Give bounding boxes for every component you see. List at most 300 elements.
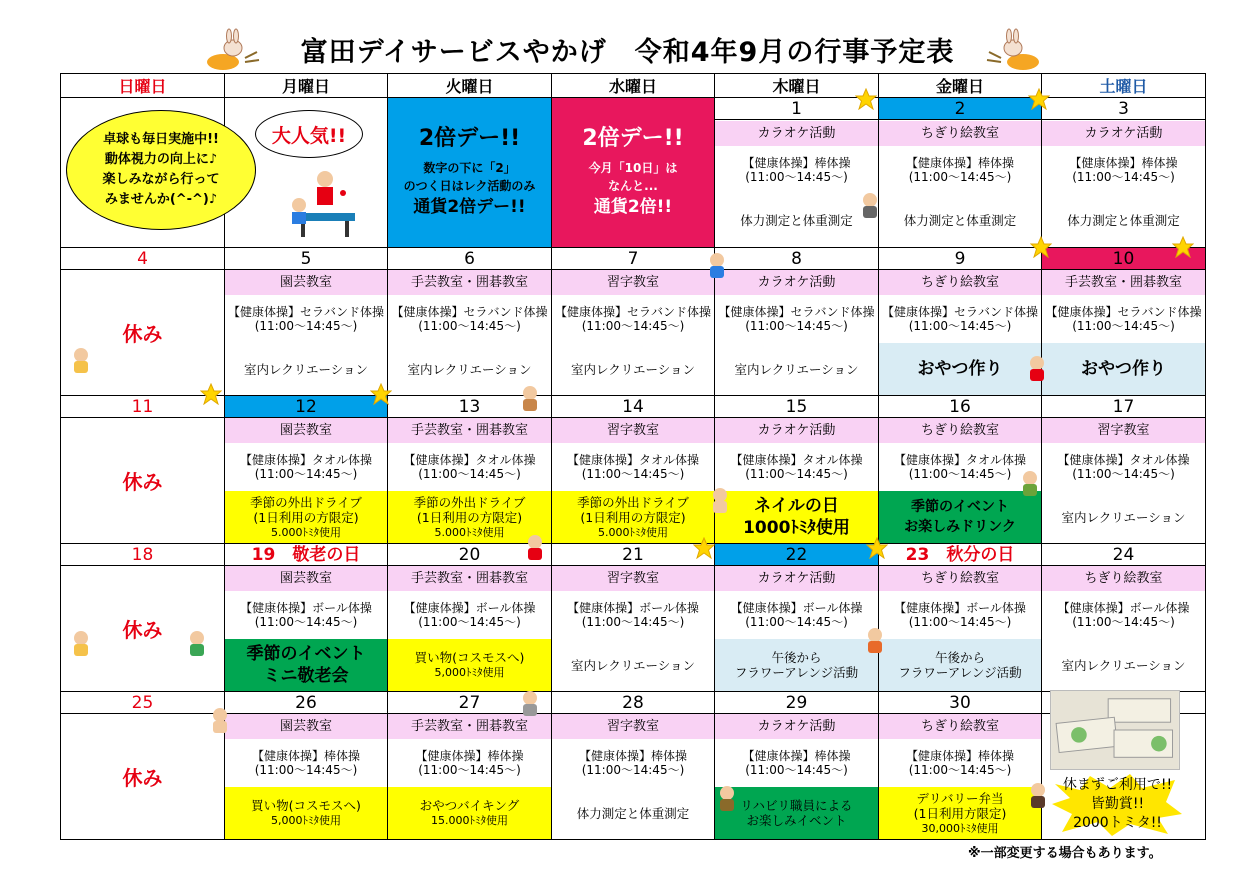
event-line: 室内レクリエーション — [1061, 657, 1186, 673]
bubble-line: 卓球も毎日実施中!! — [103, 132, 219, 147]
promo-head: 2倍デー!! — [418, 125, 521, 151]
exercise-name: 【健康体操】棒体操 — [742, 749, 851, 763]
activity-label: 園芸教室 — [225, 566, 387, 591]
activity-label: 習字教室 — [552, 566, 714, 591]
exercise-name: 【健康体操】セラバンド体操 — [227, 305, 384, 319]
day-schedule — [715, 566, 878, 691]
event-line: 季節の外出ドライブ — [413, 494, 526, 510]
exercise-time: (11:00～14:45～) — [254, 615, 358, 629]
event-line: 室内レクリエーション — [1061, 509, 1186, 525]
star-icon — [693, 537, 715, 559]
day-cell — [552, 98, 715, 248]
car-icon — [520, 532, 550, 562]
exercise-time: (11:00～14:45～) — [908, 319, 1012, 333]
weekday-thursday: 木曜日 — [715, 74, 879, 98]
day-schedule — [225, 714, 387, 839]
exercise-name: 【健康体操】タオル体操 — [239, 453, 372, 467]
star-icon — [200, 383, 222, 405]
exercise-block — [1042, 443, 1205, 491]
day-schedule — [388, 418, 551, 543]
event-block — [552, 491, 714, 543]
event-line: 体力測定と体重測定 — [903, 212, 1017, 228]
date-number: 7 — [552, 248, 715, 270]
event-line: 午後から — [934, 650, 985, 665]
date-number: 21 — [552, 544, 715, 566]
date-number: 23 秋分の日 — [879, 544, 1042, 566]
event-line: (1日利用方限定) — [913, 805, 1007, 821]
date-number: 14 — [552, 396, 715, 418]
activity-label: 園芸教室 — [225, 714, 387, 739]
event-block — [879, 194, 1041, 246]
date-number: 20 — [388, 544, 552, 566]
exercise-name: 【健康体操】棒体操 — [415, 749, 524, 763]
day-cell — [715, 714, 879, 840]
activity-label: 習字教室 — [552, 270, 714, 295]
day-schedule — [879, 270, 1041, 395]
event-line: 5.000ﾄﾐﾀ使用 — [434, 525, 505, 539]
event-block — [1042, 491, 1205, 543]
exercise-time: (11:00～14:45～) — [418, 319, 521, 333]
event-line: フラワーアレンジ活動 — [898, 665, 1022, 680]
day-cell — [388, 418, 552, 544]
exercise-name: 【健康体操】タオル体操 — [1057, 453, 1190, 467]
event-line: 季節の外出ドライブ — [250, 494, 362, 510]
day-schedule — [1042, 418, 1205, 543]
date-number: 13 — [388, 396, 552, 418]
event-line: (1日利用の方限定) — [253, 509, 359, 525]
day-schedule — [552, 714, 714, 839]
exercise-name: 【健康体操】棒体操 — [905, 749, 1014, 763]
exercise-name: 【健康体操】セラバンド体操 — [391, 305, 548, 319]
event-line: おやつ作り — [1081, 359, 1166, 379]
exercise-time: (11:00～14:45～) — [581, 763, 685, 777]
date-number: 28 — [552, 692, 715, 714]
event-block — [225, 343, 387, 395]
promo-line: 通貨2倍デー!! — [413, 196, 526, 217]
event-line: 体力測定と体重測定 — [740, 212, 853, 228]
exercise-time: (11:00～14:45～) — [908, 763, 1012, 777]
event-line: (1日利用の方限定) — [416, 509, 523, 525]
date-number: 9 — [879, 248, 1042, 270]
weekday-monday: 月曜日 — [225, 74, 388, 98]
day-cell — [225, 566, 388, 692]
exercise-block — [715, 146, 878, 194]
activity-label: 手芸教室・囲碁教室 — [388, 418, 551, 443]
exercise-time: (11:00～14:45～) — [581, 615, 685, 629]
date-number: 1 — [715, 98, 879, 120]
event-line: お楽しみドリンク — [904, 519, 1016, 535]
exercise-name: 【健康体操】棒体操 — [742, 156, 851, 171]
date-number: 18 — [61, 544, 225, 566]
exercise-block — [225, 591, 387, 639]
page-title: 富田デイサービスやかげ 令和4年9月の行事予定表 — [300, 37, 955, 68]
exercise-name: 【健康体操】タオル体操 — [730, 453, 863, 467]
exercise-name: 【健康体操】セラバンド体操 — [881, 305, 1038, 319]
event-line: ミニ敬老会 — [263, 666, 349, 686]
popular-badge: 大人気!! — [255, 110, 363, 158]
event-block — [552, 343, 714, 395]
date-number: 11 — [61, 396, 225, 418]
exercise-name: 【健康体操】棒体操 — [905, 156, 1014, 171]
activity-label: カラオケ活動 — [715, 270, 878, 295]
activity-label: 手芸教室・囲碁教室 — [388, 270, 551, 295]
event-line: 室内レクリエーション — [407, 361, 532, 377]
day-schedule — [879, 121, 1041, 246]
day-schedule — [225, 270, 387, 395]
day-schedule — [715, 418, 878, 543]
date-number: 30 — [879, 692, 1042, 714]
exercise-block — [879, 295, 1041, 343]
day-schedule — [1042, 121, 1205, 246]
event-line: 1000ﾄﾐﾀ使用 — [743, 518, 850, 538]
event-block — [879, 639, 1041, 691]
activity-label: ちぎり絵教室 — [879, 121, 1041, 146]
activity-label: 習字教室 — [552, 714, 714, 739]
event-line: 体力測定と体重測定 — [576, 805, 690, 821]
exercise-time: (11:00～14:45～) — [908, 467, 1012, 481]
exercise-block — [225, 739, 387, 787]
star-icon — [370, 383, 392, 405]
exercise-time: (11:00～14:45～) — [908, 615, 1012, 629]
event-block — [1042, 639, 1205, 691]
event-block — [715, 639, 878, 691]
exercise-block — [715, 295, 878, 343]
activity-label: カラオケ活動 — [715, 566, 878, 591]
event-block — [388, 787, 551, 839]
weekday-friday: 金曜日 — [879, 74, 1042, 98]
exercise-name: 【健康体操】棒体操 — [251, 749, 360, 763]
activity-label: ちぎり絵教室 — [879, 566, 1041, 591]
day-cell — [1042, 270, 1206, 396]
event-line: 室内レクリエーション — [734, 361, 859, 377]
day-cell — [61, 270, 225, 396]
day-cell — [1042, 418, 1206, 544]
exercise-block — [225, 295, 387, 343]
date-number: 15 — [715, 396, 879, 418]
exercise-block — [1042, 146, 1205, 194]
footnote: ※一部変更する場合もあります。 — [968, 846, 1162, 861]
activity-label: カラオケ活動 — [715, 714, 878, 739]
activity-label: ちぎり絵教室 — [879, 418, 1041, 443]
day-schedule — [552, 566, 714, 691]
date-number: 4 — [61, 248, 225, 270]
table-tennis-bubble — [66, 110, 256, 230]
exercise-time: (11:00～14:45～) — [581, 319, 685, 333]
event-line: 5,000ﾄﾐﾀ使用 — [434, 666, 505, 679]
prize-voucher-image — [1050, 690, 1180, 770]
event-line: (1日利用の方限定) — [580, 509, 686, 525]
event-line: お楽しみイベント — [746, 813, 847, 828]
gardener-icon — [205, 705, 235, 735]
exercise-block — [715, 739, 878, 787]
date-number: 19 敬老の日 — [225, 544, 388, 566]
exercise-block — [1042, 591, 1205, 639]
event-line: おやつ作り — [917, 359, 1003, 379]
event-block — [879, 491, 1041, 543]
date-number: 29 — [715, 692, 879, 714]
promo-line: なんと... — [608, 178, 658, 193]
exercise-time: (11:00～14:45～) — [581, 467, 685, 481]
weekday-saturday: 土曜日 — [1042, 74, 1206, 98]
event-block — [879, 343, 1041, 395]
exercise-block — [388, 591, 551, 639]
exercise-name: 【健康体操】ボール体操 — [240, 601, 372, 615]
date-number: 27 — [388, 692, 552, 714]
bubble-line: 動体視力の向上に♪ — [104, 152, 218, 167]
event-block — [225, 787, 387, 839]
day-cell — [715, 566, 879, 692]
rehab-icon — [712, 783, 742, 813]
exercise-block — [879, 591, 1041, 639]
day-cell — [388, 714, 552, 840]
date-number: 10 — [1042, 248, 1206, 270]
exercise-time: (11:00～14:45～) — [908, 170, 1012, 185]
exercise-time: (11:00～14:45～) — [254, 319, 358, 333]
rest-label: 休み — [122, 766, 163, 790]
event-block — [225, 491, 387, 543]
date-number: 12 — [225, 396, 388, 418]
exercise-block — [388, 295, 551, 343]
perfect-attendance-prize — [1050, 690, 1185, 830]
activity-label: 園芸教室 — [225, 270, 387, 295]
event-line: 室内レクリエーション — [570, 361, 695, 377]
promo-line: のつく日はレク活動のみ — [403, 178, 536, 193]
day-cell — [225, 270, 388, 396]
double-day-promo — [388, 98, 551, 247]
activity-label: 習字教室 — [552, 418, 714, 443]
day-schedule — [388, 270, 551, 395]
cook-icon — [1022, 353, 1052, 383]
exercise-name: 【健康体操】ボール体操 — [894, 601, 1026, 615]
exercise-time: (11:00～14:45～) — [745, 763, 848, 777]
day-cell — [879, 566, 1042, 692]
day-cell — [879, 120, 1042, 248]
event-block — [879, 787, 1041, 839]
exercise-block — [879, 146, 1041, 194]
date-number: 5 — [225, 248, 388, 270]
event-block — [388, 639, 551, 691]
day-cell — [715, 120, 879, 248]
flower-icon — [860, 625, 890, 655]
weekday-sunday: 日曜日 — [61, 74, 225, 98]
day-cell — [1042, 566, 1206, 692]
exercise-time: (11:00～14:45～) — [418, 467, 521, 481]
promo-head: 2倍デー!! — [582, 125, 684, 151]
exercise-block — [225, 443, 387, 491]
day-schedule — [1042, 566, 1205, 691]
event-line: デリバリー弁当 — [916, 790, 1004, 806]
day-schedule — [552, 270, 714, 395]
activity-label: 習字教室 — [1042, 418, 1205, 443]
exercise-name: 【健康体操】タオル体操 — [566, 453, 699, 467]
activity-label: カラオケ活動 — [715, 418, 878, 443]
date-number: 3 — [1042, 98, 1206, 120]
wreath-icon — [182, 628, 212, 658]
day-cell — [552, 714, 715, 840]
activity-label: ちぎり絵教室 — [1042, 566, 1205, 591]
cart-icon — [515, 688, 545, 718]
elder-icon — [66, 628, 96, 658]
activity-label: カラオケ活動 — [1042, 121, 1205, 146]
date-number: 16 — [879, 396, 1042, 418]
scale-icon — [855, 190, 885, 220]
bubble-line: みませんか(^-^)♪ — [104, 192, 218, 207]
activity-label: 手芸教室・囲碁教室 — [1042, 270, 1205, 295]
day-cell — [715, 418, 879, 544]
exercise-block — [715, 591, 878, 639]
day-cell — [1042, 120, 1206, 248]
day-cell — [225, 714, 388, 840]
exercise-block — [388, 739, 551, 787]
exercise-name: 【健康体操】ボール体操 — [403, 601, 536, 615]
day-schedule — [1042, 270, 1205, 395]
date-row — [61, 396, 1206, 418]
exercise-time: (11:00～14:45～) — [1072, 467, 1175, 481]
event-line: 30,000ﾄﾐﾀ使用 — [921, 821, 999, 835]
table-tennis-icon — [285, 165, 360, 240]
exercise-block — [879, 739, 1041, 787]
date-row — [61, 544, 1206, 566]
weekday-wednesday: 水曜日 — [552, 74, 715, 98]
exercise-block — [552, 443, 714, 491]
exercise-name: 【健康体操】セラバンド体操 — [554, 305, 711, 319]
exercise-time: (11:00～14:45～) — [254, 763, 358, 777]
event-line: おやつバイキング — [419, 798, 520, 813]
day-cell — [715, 270, 879, 396]
exercise-name: 【健康体操】セラバンド体操 — [1045, 305, 1202, 319]
day-cell — [388, 98, 552, 248]
event-line: 5.000ﾄﾐﾀ使用 — [271, 525, 341, 539]
exercise-name: 【健康体操】セラバンド体操 — [718, 305, 875, 319]
bubble-line: 楽しみながら行って — [102, 172, 220, 187]
event-block — [552, 639, 714, 691]
day-schedule — [715, 714, 878, 839]
exercise-block — [388, 443, 551, 491]
exercise-name: 【健康体操】棒体操 — [578, 749, 687, 763]
exercise-name: 【健康体操】ボール体操 — [567, 601, 699, 615]
bento-icon — [1023, 780, 1053, 810]
day-schedule — [225, 566, 387, 691]
rest-label: 休み — [122, 618, 163, 642]
day-schedule — [715, 121, 878, 246]
double-day-promo — [552, 98, 714, 247]
day-schedule — [879, 566, 1041, 691]
event-line: 季節のイベント — [911, 499, 1009, 515]
exercise-block — [552, 739, 714, 787]
exercise-block — [552, 295, 714, 343]
exercise-name: 【健康体操】ボール体操 — [1057, 601, 1190, 615]
schedule-row — [61, 566, 1206, 692]
day-cell — [879, 270, 1042, 396]
prize-line: 休まずご利用で!! — [1062, 777, 1173, 793]
elders-icon — [66, 345, 96, 375]
date-number: 2 — [879, 98, 1042, 120]
promo-line: 数字の下に「2」 — [423, 160, 516, 175]
day-cell — [879, 714, 1042, 840]
rest-label: 休み — [122, 470, 163, 494]
day-schedule — [225, 418, 387, 543]
day-schedule — [388, 566, 551, 691]
event-block — [1042, 343, 1205, 395]
exercise-time: (11:00～14:45～) — [1072, 615, 1175, 629]
event-line: 15.000ﾄﾐﾀ使用 — [431, 814, 508, 827]
event-line: 午後から — [771, 650, 822, 665]
exercise-time: (11:00～14:45～) — [745, 319, 848, 333]
day-cell — [552, 270, 715, 396]
day-cell — [225, 418, 388, 544]
rabbit-moon-icon — [985, 28, 1041, 72]
exercise-name: 【健康体操】ボール体操 — [730, 601, 863, 615]
promo-line: 今月「10日」は — [588, 160, 678, 175]
star-icon — [1030, 236, 1052, 258]
event-block — [715, 491, 878, 543]
activity-label: 園芸教室 — [225, 418, 387, 443]
event-line: 季節のイベント — [246, 644, 366, 664]
day-schedule — [388, 714, 551, 839]
event-line: 室内レクリエーション — [243, 361, 368, 377]
event-line: 5.000ﾄﾐﾀ使用 — [598, 525, 668, 539]
day-cell — [388, 566, 552, 692]
date-number: 6 — [388, 248, 552, 270]
exercise-time: (11:00～14:45～) — [418, 615, 521, 629]
exercise-name: 【健康体操】タオル体操 — [403, 453, 536, 467]
runner-icon — [702, 250, 732, 280]
exercise-name: 【健康体操】棒体操 — [1069, 156, 1178, 171]
promo-line: 通貨2倍!! — [593, 196, 673, 217]
go-game-icon — [515, 383, 545, 413]
star-icon — [855, 88, 877, 110]
event-line: 買い物(コスモスへ) — [251, 798, 361, 813]
exercise-time: (11:00～14:45～) — [1072, 319, 1175, 333]
day-cell — [61, 714, 225, 840]
day-schedule — [715, 270, 878, 395]
rest-label: 休み — [122, 322, 163, 346]
event-block — [552, 787, 714, 839]
exercise-time: (11:00～14:45～) — [745, 615, 848, 629]
exercise-block — [1042, 295, 1205, 343]
date-number: 22 — [715, 544, 879, 566]
date-number: 17 — [1042, 396, 1206, 418]
event-line: リハビリ職員による — [740, 798, 853, 813]
activity-label: ちぎり絵教室 — [879, 270, 1041, 295]
event-line: 室内レクリエーション — [570, 657, 695, 673]
prize-line: 皆勤賞!! — [1090, 796, 1145, 812]
activity-label: 手芸教室・囲碁教室 — [388, 714, 551, 739]
exercise-time: (11:00～14:45～) — [745, 170, 848, 185]
tea-icon — [1015, 468, 1045, 498]
exercise-name: 【健康体操】タオル体操 — [893, 453, 1026, 467]
event-block — [225, 639, 387, 691]
date-number: 26 — [225, 692, 388, 714]
exercise-block — [552, 591, 714, 639]
date-number: 8 — [715, 248, 879, 270]
activity-label: 手芸教室・囲碁教室 — [388, 566, 551, 591]
day-cell — [552, 418, 715, 544]
day-schedule — [552, 418, 714, 543]
day-cell — [388, 270, 552, 396]
event-line: 5,000ﾄﾐﾀ使用 — [271, 814, 341, 827]
event-block — [715, 343, 878, 395]
activity-label: カラオケ活動 — [715, 121, 878, 146]
activity-label: ちぎり絵教室 — [879, 714, 1041, 739]
weekday-tuesday: 火曜日 — [388, 74, 552, 98]
star-icon — [1172, 236, 1194, 258]
event-line: フラワーアレンジ活動 — [734, 665, 859, 680]
exercise-time: (11:00～14:45～) — [418, 763, 521, 777]
event-block — [715, 194, 878, 246]
event-line: 季節の外出ドライブ — [577, 494, 689, 510]
date-number: 25 — [61, 692, 225, 714]
